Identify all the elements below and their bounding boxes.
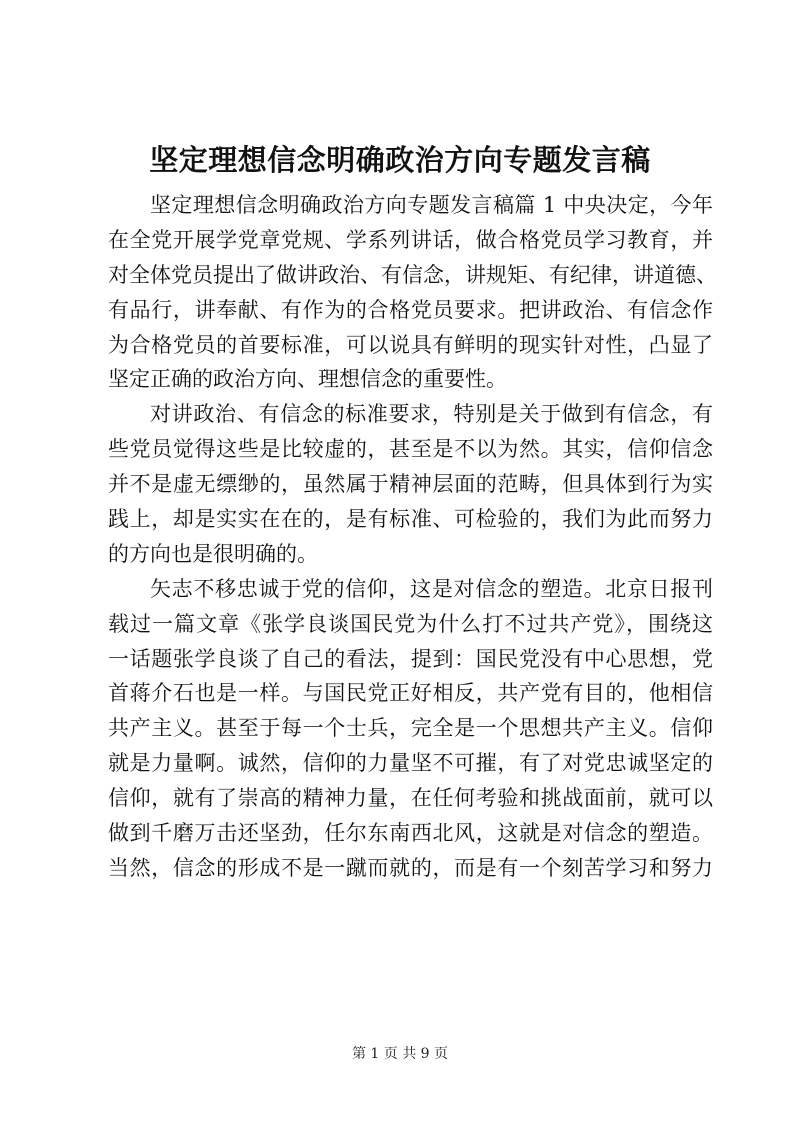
- text-line: 的方向也是很明确的。: [108, 541, 318, 566]
- text-line: 首蒋介石也是一样。与国民党正好相反，共产党有目的，他相信: [108, 681, 713, 706]
- text-line: 践上，却是实实在在的，是有标准、可检验的，我们为此而努力: [108, 507, 713, 532]
- text-line: 坚定正确的政治方向、理想信念的重要性。: [108, 367, 507, 392]
- document-body: [108, 188, 717, 886]
- paragraph-3: [108, 572, 713, 886]
- page-number: 第 1 页 共 9 页: [351, 1046, 449, 1062]
- text-line: 些党员觉得这些是比较虚的，甚至是不以为然。其实，信仰信念: [108, 437, 713, 462]
- text-line: 对全体党员提出了做讲政治、有信念，讲规矩、有纪律，讲道德、: [108, 262, 717, 287]
- text-line: 就是力量啊。诚然，信仰的力量坚不可摧，有了对党忠诚坚定的: [108, 751, 713, 776]
- text-line: 信仰，就有了崇高的精神力量，在任何考验和挑战面前，就可以: [108, 786, 713, 811]
- text-line: 载过一篇文章《张学良谈国民党为什么打不过共产党》，围绕这: [108, 611, 713, 636]
- text-line: 当然，信念的形成不是一蹴而就的，而是有一个刻苦学习和努力: [108, 855, 713, 880]
- text-line: 共产主义。甚至于每一个士兵，完全是一个思想共产主义。信仰: [108, 716, 713, 741]
- text-line: 一话题张学良谈了自己的看法，提到：国民党没有中心思想，党: [108, 646, 713, 671]
- text-line: 坚定理想信念明确政治方向专题发言稿篇 1 中央决定，今年: [150, 193, 713, 217]
- text-line: 有品行，讲奉献、有作为的合格党员要求。把讲政治、有信念作: [108, 297, 713, 322]
- text-line: 并不是虚无缥缈的，虽然属于精神层面的范畴，但具体到行为实: [108, 472, 713, 497]
- document-title: 坚定理想信念明确政治方向专题发言稿: [149, 143, 651, 177]
- paragraph-1: [108, 188, 717, 397]
- text-line: 做到千磨万击还坚劲，任尔东南西北风，这就是对信念的塑造。: [108, 821, 713, 846]
- text-line: 矢志不移忠诚于党的信仰，这是对信念的塑造。北京日报刊: [150, 576, 713, 601]
- paragraph-2: [108, 397, 713, 571]
- text-line: 为合格党员的首要标准，可以说具有鲜明的现实针对性，凸显了: [108, 332, 713, 357]
- text-line: 对讲政治、有信念的标准要求，特别是关于做到有信念，有: [150, 402, 713, 427]
- text-line: 在全党开展学党章党规、学系列讲话，做合格党员学习教育，并: [108, 227, 713, 252]
